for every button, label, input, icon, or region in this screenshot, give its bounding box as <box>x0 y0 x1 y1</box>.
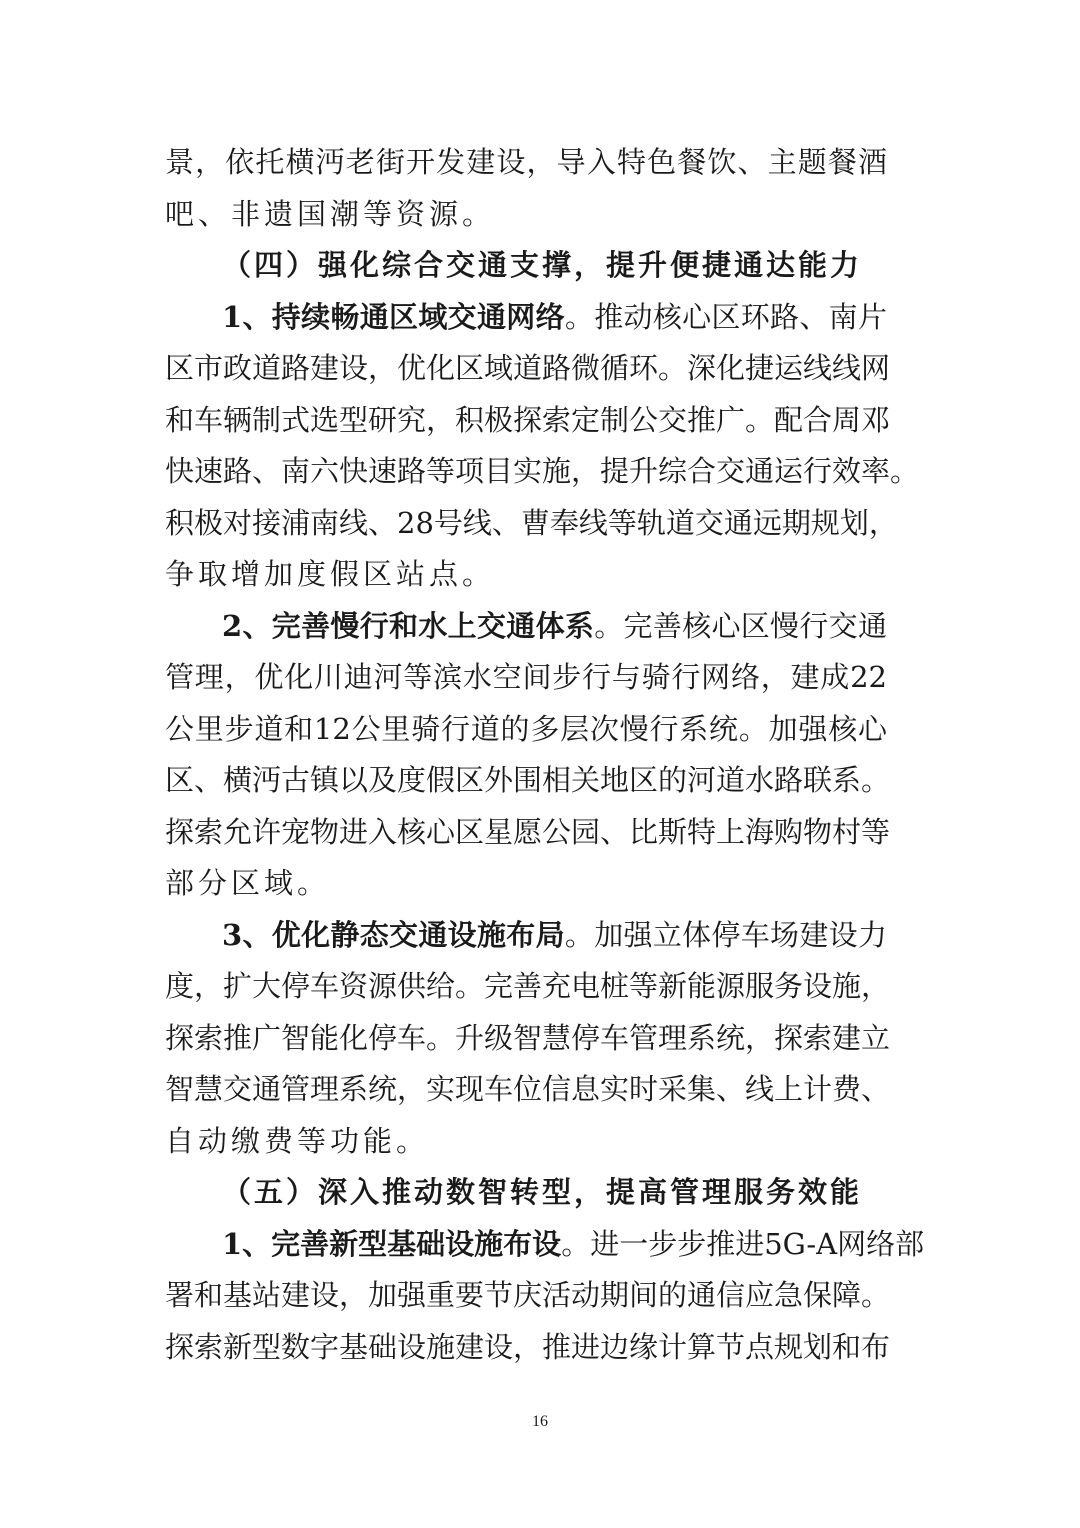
text-line: 争取增加度假区站点。 <box>165 557 496 591</box>
text-line: 管理，优化川迪河等滨水空间步行与骑行网络，建成22 <box>165 660 887 694</box>
text-line: 快速路、南六快速路等项目实施，提升综合交通运行效率。 <box>165 454 920 488</box>
item-title: 3、优化静态交通设施布局 <box>222 918 565 952</box>
text-line: 探索新型数字基础设施建设，推进边缘计算节点规划和布 <box>165 1330 891 1364</box>
text-line: 积极对接浦南线、28号线、曹奉线等轨道交通远期规划， <box>165 506 898 540</box>
text-line: 区市政道路建设，优化区域道路微循环。深化捷运线线网 <box>165 351 891 385</box>
text-line: 区、横沔古镇以及度假区外围相关地区的河道水路联系。 <box>165 763 891 797</box>
item-title: 2、完善慢行和水上交通体系 <box>222 609 595 643</box>
text-line: 部分区域。 <box>165 866 331 900</box>
text-line: 景，依托横沔老街开发建设，导入特色餐饮、主题餐酒 <box>165 145 887 179</box>
paragraph-first-line: 1、持续畅通区域交通网络。推动核心区环路、南片 <box>222 300 887 334</box>
item-title: 1、持续畅通区域交通网络 <box>222 300 565 334</box>
section-heading: （四）强化综合交通支撑，提升便捷通达能力 <box>222 248 863 282</box>
paragraph-first-line: 3、优化静态交通设施布局。加强立体停车场建设力 <box>222 918 887 952</box>
text-line: 探索推广智能化停车。升级智慧停车管理系统，探索建立 <box>165 1021 891 1055</box>
text-line: 度，扩大停车资源供给。完善充电桩等新能源服务设施， <box>165 969 891 1003</box>
page-number: 16 <box>532 1413 548 1430</box>
text-line: 署和基站建设，加强重要节庆活动期间的通信应急保障。 <box>165 1278 891 1312</box>
text-line: 自动缴费等功能。 <box>165 1124 430 1158</box>
paragraph-first-line: 1、完善新型基础设施布设。进一步步推进5G-A网络部 <box>222 1227 925 1261</box>
text-line: 和车辆制式选型研究，积极探索定制公交推广。配合周邓 <box>165 403 891 437</box>
text-line: 探索允许宠物进入核心区星愿公园、比斯特上海购物村等 <box>165 815 891 849</box>
section-heading: （五）深入推动数智转型，提高管理服务效能 <box>222 1175 863 1209</box>
text-line: 吧、非遗国潮等资源。 <box>165 197 496 231</box>
paragraph-first-line: 2、完善慢行和水上交通体系。完善核心区慢行交通 <box>222 609 887 643</box>
text-line: 智慧交通管理系统，实现车位信息实时采集、线上计费、 <box>165 1072 891 1106</box>
text-line: 公里步道和12公里骑行道的多层次慢行系统。加强核心 <box>165 712 887 746</box>
item-title: 1、完善新型基础设施布设 <box>222 1227 562 1261</box>
